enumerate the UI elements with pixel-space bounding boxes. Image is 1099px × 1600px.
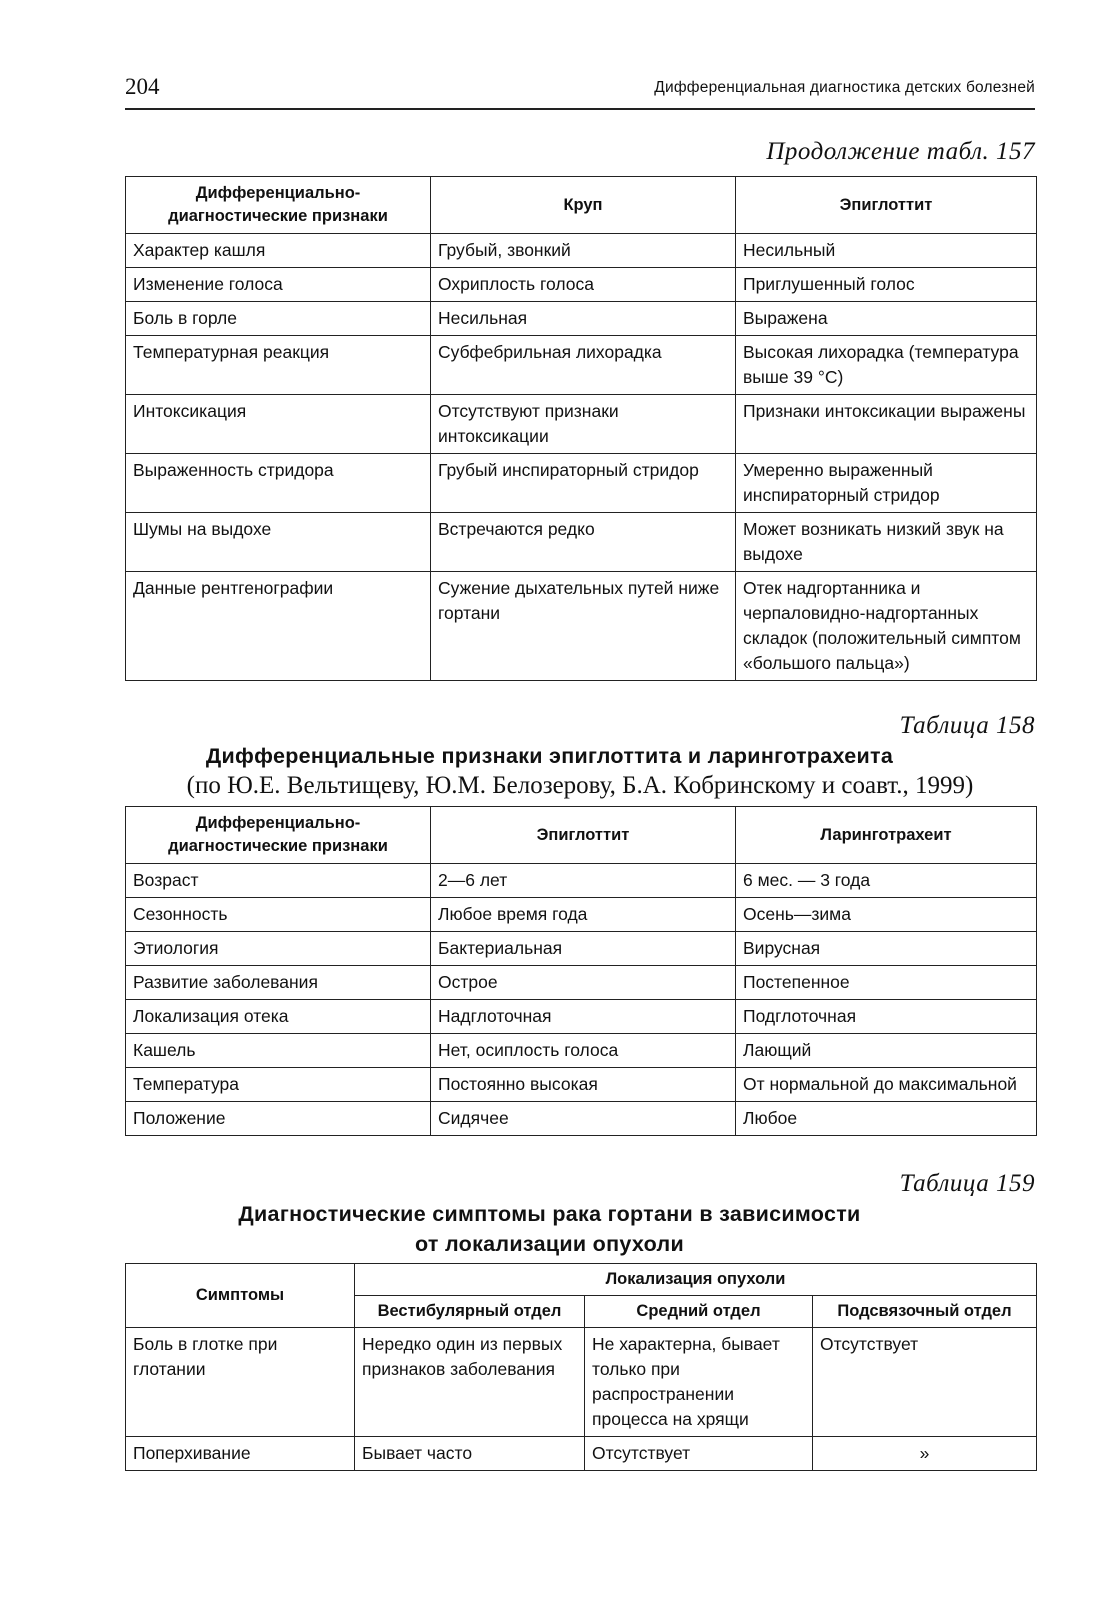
table-cell: Сезонность [126,898,431,932]
table-row [126,513,1037,572]
table-cell: Острое [431,966,736,1000]
table-159 [125,1263,1037,1471]
table-cell: Отсутствуют признаки интоксикации [431,395,736,454]
table-cell: Грубый, звонкий [431,234,736,268]
table-cell: Возраст [126,864,431,898]
table-row [126,336,1037,395]
table-cell: Вирусная [736,932,1037,966]
table-159-title-line-2: от локализации опухоли [414,1232,685,1256]
table-cell: Нередко один из первых признаков заболевания [355,1328,585,1437]
column-header: Дифференциально-диагностические признаки [126,807,431,864]
table-cell: Лающий [736,1034,1037,1068]
table-cell: Бывает часто [355,1437,585,1471]
table-cell: Субфебрильная лихорадка [431,336,736,395]
table-cell: Боль в горле [126,302,431,336]
table-cell: Интоксикация [126,395,431,454]
table-cell: Температурная реакция [126,336,431,395]
table-cell: Несильная [431,302,736,336]
table-cell: Любое [736,1102,1037,1136]
table-cell: Признаки интоксикации выражены [736,395,1037,454]
table-cell: Положение [126,1102,431,1136]
table-row [126,572,1037,681]
table-cell: Любое время года [431,898,736,932]
table-cell: Осень—зима [736,898,1037,932]
table-cell: Умеренно выраженный инспираторный стридор [736,454,1037,513]
column-header: Средний отдел [585,1296,813,1328]
table-cell: Сужение дыхательных путей ниже гортани [431,572,736,681]
table-cell: Встречаются редко [431,513,736,572]
table-158-title: Дифференциальные признаки эпиглоттита и ларинготрахеита [205,744,894,768]
table-cell: Бактериальная [431,932,736,966]
table-cell: Охриплость голоса [431,268,736,302]
table-cell: Может возникать низкий звук на выдохе [736,513,1037,572]
column-header-symptoms: Симптомы [126,1264,355,1328]
table-cell: Постепенное [736,966,1037,1000]
column-header: Вестибулярный отдел [355,1296,585,1328]
table-cell: Приглушенный голос [736,268,1037,302]
table-cell: Кашель [126,1034,431,1068]
table-row [126,1068,1037,1102]
table-cell: Отсутствует [585,1437,813,1471]
column-group-header: Локализация опухоли [355,1264,1037,1296]
table-row [126,395,1037,454]
table-cell: Боль в глотке при глотании [126,1328,355,1437]
table-cell: 2—6 лет [431,864,736,898]
running-title: Дифференциальная диагностика детских болезней [654,79,1035,96]
table-cell: Не характерна, бывает только при распространении процесса на хрящи [585,1328,813,1437]
table-header-row [126,177,1037,234]
table-row [126,454,1037,513]
column-header: Дифференциально-диагностические признаки [126,177,431,234]
table-cell: Грубый инспираторный стридор [431,454,736,513]
table-cell: Шумы на выдохе [126,513,431,572]
table-cell: Этиология [126,932,431,966]
column-header: Ларинготрахеит [736,807,1037,864]
table-row [126,234,1037,268]
table-row [126,302,1037,336]
column-header: Эпиглоттит [736,177,1037,234]
column-header: Подсвязочный отдел [813,1296,1037,1328]
table-row [126,1102,1037,1136]
table-row [126,966,1037,1000]
table-cell: Сидячее [431,1102,736,1136]
page-header [125,74,1035,110]
table-cell: Поперхивание [126,1437,355,1471]
column-header: Эпиглоттит [431,807,736,864]
table-cell: Несильный [736,234,1037,268]
table-cell: От нормальной до максимальной [736,1068,1037,1102]
table-cell: Высокая лихорадка (температура выше 39 °С) [736,336,1037,395]
table-cell: Надглоточная [431,1000,736,1034]
table-cell: Локализация отека [126,1000,431,1034]
table-row [126,932,1037,966]
table-row [126,1328,1037,1437]
table-158-subtitle: (по Ю.Е. Вельтищеву, Ю.М. Белозерову, Б.А. Кобринскому и соавт., 1999) [186,772,974,799]
table-cell: Выраженность стридора [126,454,431,513]
column-header: Круп [431,177,736,234]
table-cell: 6 мес. — 3 года [736,864,1037,898]
table-157-continuation-label: Продолжение табл. 157 [766,138,1035,165]
table-header-row [126,807,1037,864]
page-number: 204 [125,74,160,99]
table-159-title-line-1: Диагностические симптомы рака гортани в зависимости [238,1202,861,1226]
table-row [126,1000,1037,1034]
table-cell: Постоянно высокая [431,1068,736,1102]
table-157 [125,176,1037,681]
table-row [126,268,1037,302]
table-cell: Выражена [736,302,1037,336]
table-cell: Развитие заболевания [126,966,431,1000]
table-159-label: Таблица 159 [899,1170,1035,1197]
table-cell: Температура [126,1068,431,1102]
table-cell: Отек надгортанника и черпаловидно-надгортанных складок (положительный симптом «большого пальца») [736,572,1037,681]
table-cell: Данные рентгенографии [126,572,431,681]
table-cell: Характер кашля [126,234,431,268]
table-header-row [126,1264,1037,1296]
table-158 [125,806,1037,1136]
table-cell: Отсутствует [813,1328,1037,1437]
table-cell: Подглоточная [736,1000,1037,1034]
table-row [126,898,1037,932]
table-row [126,1437,1037,1471]
table-row [126,864,1037,898]
table-row [126,1034,1037,1068]
table-158-label: Таблица 158 [899,712,1035,739]
table-cell: Изменение голоса [126,268,431,302]
table-cell: Нет, осиплость голоса [431,1034,736,1068]
table-cell: » [813,1437,1037,1471]
